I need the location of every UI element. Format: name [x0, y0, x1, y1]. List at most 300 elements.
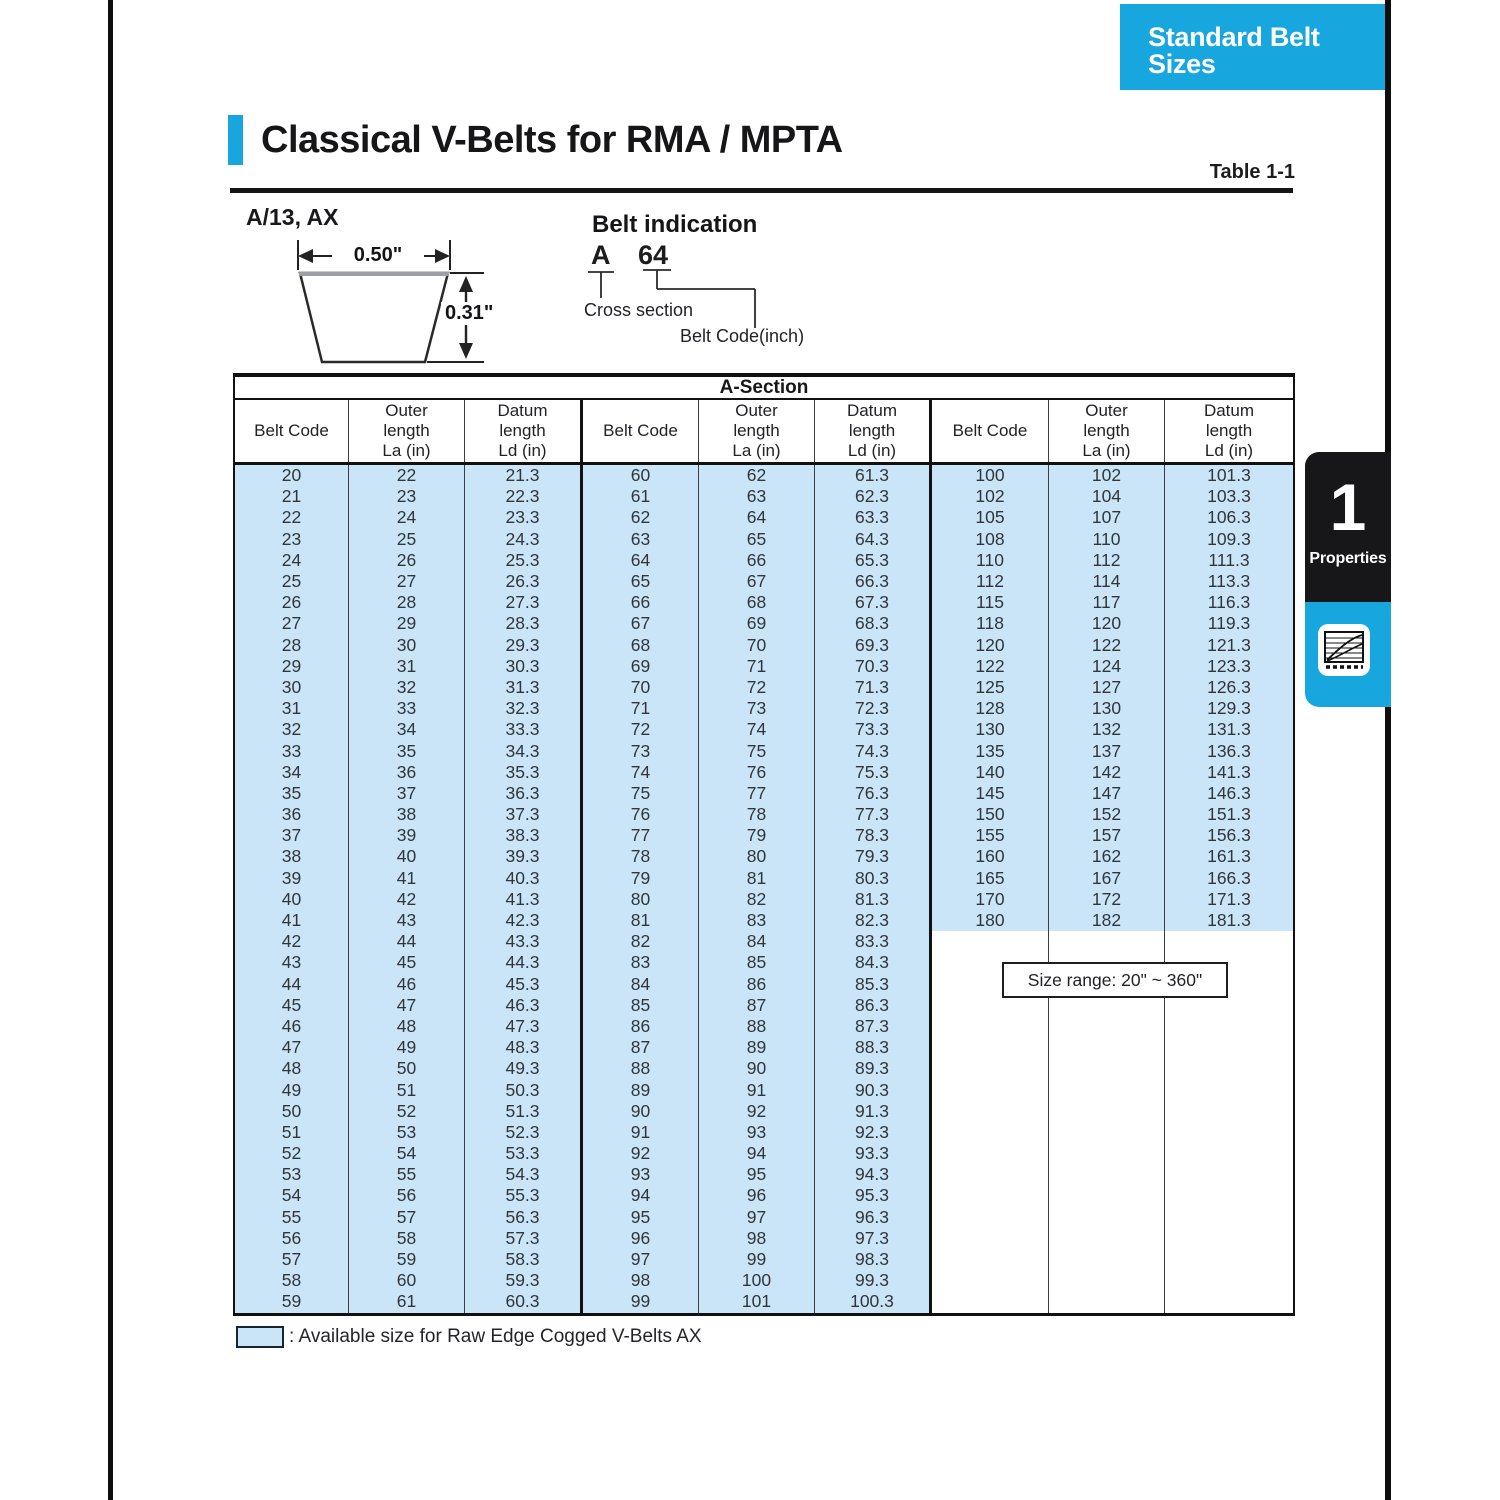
table-cell: 84 — [583, 974, 699, 995]
table-cell — [932, 1058, 1049, 1079]
cross-section-label: Cross section — [584, 300, 694, 320]
table-cell: 40.3 — [465, 868, 583, 889]
table-cell: 64.3 — [815, 529, 932, 550]
table-cell: 26.3 — [465, 571, 583, 592]
table-cell: 27 — [235, 613, 349, 634]
table-cell — [932, 1079, 1049, 1100]
table-cell: 63 — [583, 529, 699, 550]
table-cell: 44 — [349, 931, 465, 952]
table-cell: 100 — [932, 465, 1049, 486]
table-cell: 35.3 — [465, 762, 583, 783]
table-cell: 49 — [235, 1079, 349, 1100]
table-cell: 90 — [583, 1101, 699, 1122]
sidebar-chapter-tab — [1305, 452, 1391, 602]
table-cell: 83.3 — [815, 931, 932, 952]
table-cell: 31 — [349, 656, 465, 677]
table-cell: 32 — [235, 719, 349, 740]
table-cell: 71.3 — [815, 677, 932, 698]
table-cell — [1049, 1143, 1165, 1164]
title-underline — [230, 188, 1293, 193]
table-cell: 81 — [583, 910, 699, 931]
table-cell: 77 — [583, 825, 699, 846]
table-cell: 69 — [583, 656, 699, 677]
title-accent-bar — [228, 115, 243, 165]
table-cell: 130 — [1049, 698, 1165, 719]
table-cell: 62 — [699, 465, 815, 486]
table-cell — [1049, 1207, 1165, 1228]
table-cell: 42 — [235, 931, 349, 952]
table-cell: 37.3 — [465, 804, 583, 825]
table-cell: 24.3 — [465, 529, 583, 550]
table-cell: 102 — [932, 486, 1049, 507]
table-cell: 76 — [699, 762, 815, 783]
table-cell — [1165, 1270, 1293, 1291]
table-cell: 57 — [235, 1249, 349, 1270]
table-cell: 36 — [235, 804, 349, 825]
table-cell: 73 — [699, 698, 815, 719]
table-cell — [1165, 1207, 1293, 1228]
table-cell: 64 — [699, 507, 815, 528]
table-cell: 26 — [235, 592, 349, 613]
table-cell — [1049, 931, 1165, 952]
table-cell: 30 — [235, 677, 349, 698]
table-cell — [1165, 1037, 1293, 1058]
table-cell: 38 — [235, 846, 349, 867]
table-cell: 129.3 — [1165, 698, 1293, 719]
chapter-label: Properties — [1309, 550, 1387, 567]
column-header: Belt Code — [235, 400, 349, 462]
table-cell: 51 — [349, 1079, 465, 1100]
table-cell — [1165, 1185, 1293, 1206]
table-cell: 52 — [235, 1143, 349, 1164]
table-cell: 94 — [583, 1185, 699, 1206]
table-cell: 50 — [349, 1058, 465, 1079]
table-cell: 38.3 — [465, 825, 583, 846]
table-cell — [1165, 1101, 1293, 1122]
table-cell: 37 — [349, 783, 465, 804]
table-cell: 34 — [349, 719, 465, 740]
table-cell: 87.3 — [815, 1016, 932, 1037]
table-cell: 156.3 — [1165, 825, 1293, 846]
table-cell: 82 — [583, 931, 699, 952]
table-cell: 41 — [349, 868, 465, 889]
table-cell: 97.3 — [815, 1228, 932, 1249]
table-cell: 33 — [349, 698, 465, 719]
table-cell: 65.3 — [815, 550, 932, 571]
table-cell: 112 — [1049, 550, 1165, 571]
table-cell: 40 — [349, 846, 465, 867]
table-cell: 42.3 — [465, 910, 583, 931]
table-cell — [932, 1207, 1049, 1228]
table-cell — [1165, 1164, 1293, 1185]
legend-swatch — [236, 1326, 284, 1348]
table-cell: 64 — [583, 550, 699, 571]
table-cell: 74 — [583, 762, 699, 783]
table-cell: 79 — [583, 868, 699, 889]
table-cell: 112 — [932, 571, 1049, 592]
table-cell: 53.3 — [465, 1143, 583, 1164]
table-cell: 84.3 — [815, 952, 932, 973]
table-cell: 45 — [235, 995, 349, 1016]
table-cell: 131.3 — [1165, 719, 1293, 740]
table-cell: 28 — [349, 592, 465, 613]
table-cell: 91.3 — [815, 1101, 932, 1122]
table-cell: 31 — [235, 698, 349, 719]
table-cell: 114 — [1049, 571, 1165, 592]
page-title-row — [228, 115, 843, 165]
table-cell: 83 — [583, 952, 699, 973]
table-cell: 24 — [235, 550, 349, 571]
table-cell: 82.3 — [815, 910, 932, 931]
table-cell: 37 — [235, 825, 349, 846]
table-cell: 40 — [235, 889, 349, 910]
table-cell: 68 — [583, 635, 699, 656]
table-cell: 56 — [235, 1228, 349, 1249]
table-cell: 88 — [699, 1016, 815, 1037]
table-cell: 41 — [235, 910, 349, 931]
table-cell: 90 — [699, 1058, 815, 1079]
table-cell: 25 — [235, 571, 349, 592]
table-cell: 157 — [1049, 825, 1165, 846]
table-cell: 46.3 — [465, 995, 583, 1016]
table-cell: 113.3 — [1165, 571, 1293, 592]
table-cell: 127 — [1049, 677, 1165, 698]
table-cell: 145 — [932, 783, 1049, 804]
table-cell: 43.3 — [465, 931, 583, 952]
table-cell: 47.3 — [465, 1016, 583, 1037]
table-cell: 36.3 — [465, 783, 583, 804]
table-cell: 29 — [349, 613, 465, 634]
table-reference: Table 1-1 — [1209, 161, 1295, 183]
table-cell — [1165, 1122, 1293, 1143]
table-cell: 42 — [349, 889, 465, 910]
table-cell: 87 — [583, 1037, 699, 1058]
table-cell: 80.3 — [815, 868, 932, 889]
table-cell: 36 — [349, 762, 465, 783]
table-cell: 60 — [583, 465, 699, 486]
table-cell — [1049, 1270, 1165, 1291]
table-cell: 23.3 — [465, 507, 583, 528]
table-cell: 67 — [583, 613, 699, 634]
table-cell: 124 — [1049, 656, 1165, 677]
table-cell: 125 — [932, 677, 1049, 698]
legend — [236, 1326, 702, 1348]
table-cell: 99 — [583, 1291, 699, 1312]
table-cell: 65 — [583, 571, 699, 592]
table-cell: 161.3 — [1165, 846, 1293, 867]
table-cell: 93 — [583, 1164, 699, 1185]
table-cell: 46 — [235, 1016, 349, 1037]
width-dimension-label: 0.50" — [332, 244, 424, 267]
table-cell: 104 — [1049, 486, 1165, 507]
table-cell: 88 — [583, 1058, 699, 1079]
table-cell: 95 — [699, 1164, 815, 1185]
belt-code-label: Belt Code(inch) — [680, 326, 805, 346]
table-cell: 92 — [699, 1101, 815, 1122]
table-cell — [1049, 1291, 1165, 1312]
table-cell: 61.3 — [815, 465, 932, 486]
table-cell: 91 — [583, 1122, 699, 1143]
table-cell — [1165, 1228, 1293, 1249]
table-cell: 70.3 — [815, 656, 932, 677]
table-cell: 122 — [932, 656, 1049, 677]
table-cell: 32 — [349, 677, 465, 698]
table-cell: 63 — [699, 486, 815, 507]
table-cell: 65 — [699, 529, 815, 550]
table-cell: 69 — [699, 613, 815, 634]
table-cell: 85.3 — [815, 974, 932, 995]
table-cell: 108 — [932, 529, 1049, 550]
table-cell: 43 — [349, 910, 465, 931]
cross-section-value: A — [591, 240, 611, 270]
table-cell: 172 — [1049, 889, 1165, 910]
table-cell — [932, 931, 1049, 952]
table-cell: 165 — [932, 868, 1049, 889]
table-cell: 92.3 — [815, 1122, 932, 1143]
table-cell: 45.3 — [465, 974, 583, 995]
table-cell: 55 — [349, 1164, 465, 1185]
table-cell: 91 — [699, 1079, 815, 1100]
table-cell: 47 — [349, 995, 465, 1016]
table-cell — [932, 1228, 1049, 1249]
table-cell: 95 — [583, 1207, 699, 1228]
chapter-tab — [1120, 4, 1385, 90]
table-cell: 86 — [583, 1016, 699, 1037]
table-cell: 35 — [235, 783, 349, 804]
table-cell: 70 — [583, 677, 699, 698]
table-cell: 54 — [235, 1185, 349, 1206]
table-cell: 23 — [349, 486, 465, 507]
table-cell: 147 — [1049, 783, 1165, 804]
table-cell: 49.3 — [465, 1058, 583, 1079]
table-cell — [1165, 1249, 1293, 1270]
table-cell: 155 — [932, 825, 1049, 846]
table-cell: 28.3 — [465, 613, 583, 634]
column-header: Datum length Ld (in) — [465, 400, 583, 462]
table-cell: 78 — [583, 846, 699, 867]
table-cell: 170 — [932, 889, 1049, 910]
table-cell: 101.3 — [1165, 465, 1293, 486]
table-cell: 75.3 — [815, 762, 932, 783]
table-cell: 94.3 — [815, 1164, 932, 1185]
table-cell: 136.3 — [1165, 740, 1293, 761]
table-cell: 66.3 — [815, 571, 932, 592]
table-cell — [1049, 1079, 1165, 1100]
table-cell: 130 — [932, 719, 1049, 740]
table-cell: 81.3 — [815, 889, 932, 910]
table-cell: 78 — [699, 804, 815, 825]
table-cell: 26 — [349, 550, 465, 571]
table-cell: 100 — [699, 1270, 815, 1291]
table-cell: 60.3 — [465, 1291, 583, 1312]
table-cell: 100.3 — [815, 1291, 932, 1312]
table-cell: 84 — [699, 931, 815, 952]
table-cell: 93.3 — [815, 1143, 932, 1164]
table-cell: 151.3 — [1165, 804, 1293, 825]
table-cell: 67.3 — [815, 592, 932, 613]
table-cell: 41.3 — [465, 889, 583, 910]
table-cell: 62 — [583, 507, 699, 528]
belt-profile-label: A/13, AX — [246, 204, 339, 230]
table-cell: 181.3 — [1165, 910, 1293, 931]
table-cell: 90.3 — [815, 1079, 932, 1100]
table-cell: 54.3 — [465, 1164, 583, 1185]
sidebar-icon-tab — [1305, 602, 1391, 707]
table-cell: 120 — [1049, 613, 1165, 634]
table-cell: 128 — [932, 698, 1049, 719]
table-cell: 81 — [699, 868, 815, 889]
table-cell — [932, 1037, 1049, 1058]
table-cell: 46 — [349, 974, 465, 995]
table-cell: 94 — [699, 1143, 815, 1164]
table-cell: 34 — [235, 762, 349, 783]
table-cell — [1049, 1101, 1165, 1122]
table-header-row — [235, 400, 1293, 465]
chapter-tab-label: Standard Belt Sizes — [1148, 22, 1320, 79]
table-cell: 117 — [1049, 592, 1165, 613]
table-cell: 126.3 — [1165, 677, 1293, 698]
table-cell: 28 — [235, 635, 349, 656]
table-cell: 180 — [932, 910, 1049, 931]
table-cell: 98 — [583, 1270, 699, 1291]
table-cell: 35 — [349, 740, 465, 761]
column-header: Belt Code — [583, 400, 699, 462]
table-cell — [1049, 1037, 1165, 1058]
table-cell: 162 — [1049, 846, 1165, 867]
table-cell: 85 — [583, 995, 699, 1016]
table-cell: 171.3 — [1165, 889, 1293, 910]
table-cell — [932, 1101, 1049, 1122]
table-cell: 25 — [349, 529, 465, 550]
table-cell — [1165, 1016, 1293, 1037]
table-cell: 141.3 — [1165, 762, 1293, 783]
table-cell — [932, 1249, 1049, 1270]
table-cell: 59 — [235, 1291, 349, 1312]
table-cell: 29.3 — [465, 635, 583, 656]
chapter-number: 1 — [1329, 470, 1367, 544]
table-cell: 107 — [1049, 507, 1165, 528]
table-cell: 98 — [699, 1228, 815, 1249]
table-cell: 97 — [583, 1249, 699, 1270]
table-cell: 31.3 — [465, 677, 583, 698]
table-section-title: A-Section — [235, 377, 1293, 400]
table-cell: 110 — [1049, 529, 1165, 550]
table-cell — [1165, 1079, 1293, 1100]
table-cell: 89.3 — [815, 1058, 932, 1079]
table-cell: 57.3 — [465, 1228, 583, 1249]
table-cell — [932, 1122, 1049, 1143]
table-cell: 87 — [699, 995, 815, 1016]
table-cell: 182 — [1049, 910, 1165, 931]
table-cell: 66 — [583, 592, 699, 613]
table-cell: 73.3 — [815, 719, 932, 740]
table-cell — [1049, 1164, 1165, 1185]
table-cell: 43 — [235, 952, 349, 973]
table-cell: 83 — [699, 910, 815, 931]
table-cell: 44.3 — [465, 952, 583, 973]
table-cell: 80 — [583, 889, 699, 910]
table-cell: 22 — [349, 465, 465, 486]
table-cell: 93 — [699, 1122, 815, 1143]
table-cell — [932, 1185, 1049, 1206]
table-cell: 51 — [235, 1122, 349, 1143]
height-dimension-label: 0.31" — [441, 302, 497, 325]
table-cell: 21.3 — [465, 465, 583, 486]
table-cell: 57 — [349, 1207, 465, 1228]
table-cell: 95.3 — [815, 1185, 932, 1206]
table-cell: 63.3 — [815, 507, 932, 528]
table-cell: 60 — [349, 1270, 465, 1291]
table-cell: 79 — [699, 825, 815, 846]
page-left-rule — [108, 0, 113, 1500]
table-cell: 47 — [235, 1037, 349, 1058]
table-cell: 50 — [235, 1101, 349, 1122]
table-cell: 45 — [349, 952, 465, 973]
table-cell: 70 — [699, 635, 815, 656]
table-cell: 23 — [235, 529, 349, 550]
table-cell — [932, 1291, 1049, 1312]
table-cell: 137 — [1049, 740, 1165, 761]
table-cell: 89 — [699, 1037, 815, 1058]
table-cell: 58 — [235, 1270, 349, 1291]
belt-indication-title: Belt indication — [592, 211, 758, 238]
table-cell: 86.3 — [815, 995, 932, 1016]
table-cell: 61 — [583, 486, 699, 507]
table-cell — [1165, 1291, 1293, 1312]
properties-chart-icon — [1318, 624, 1370, 676]
table-cell: 30.3 — [465, 656, 583, 677]
table-cell: 52 — [349, 1101, 465, 1122]
table-cell — [1049, 1122, 1165, 1143]
table-cell: 80 — [699, 846, 815, 867]
table-cell: 74 — [699, 719, 815, 740]
column-header: Outer length La (in) — [349, 400, 465, 462]
table-cell: 167 — [1049, 868, 1165, 889]
table-cell: 88.3 — [815, 1037, 932, 1058]
table-cell: 132 — [1049, 719, 1165, 740]
table-cell: 75 — [699, 740, 815, 761]
table-cell: 150 — [932, 804, 1049, 825]
table-cell: 39 — [235, 868, 349, 889]
table-cell — [1049, 1058, 1165, 1079]
table-cell: 59.3 — [465, 1270, 583, 1291]
table-cell: 111.3 — [1165, 550, 1293, 571]
table-cell: 101 — [699, 1291, 815, 1312]
table-cell — [932, 1164, 1049, 1185]
table-cell: 39 — [349, 825, 465, 846]
table-cell — [1165, 1143, 1293, 1164]
table-cell: 106.3 — [1165, 507, 1293, 528]
table-cell: 122 — [1049, 635, 1165, 656]
table-cell: 49 — [349, 1037, 465, 1058]
table-cell: 22 — [235, 507, 349, 528]
table-cell: 152 — [1049, 804, 1165, 825]
table-cell: 71 — [699, 656, 815, 677]
table-cell — [932, 1016, 1049, 1037]
table-cell — [1049, 1249, 1165, 1270]
table-cell: 27 — [349, 571, 465, 592]
table-cell: 55 — [235, 1207, 349, 1228]
table-cell: 86 — [699, 974, 815, 995]
table-cell: 53 — [235, 1164, 349, 1185]
table-cell: 66 — [699, 550, 815, 571]
legend-text: : Available size for Raw Edge Cogged V-Belts AX — [289, 1326, 702, 1347]
table-cell: 48 — [349, 1016, 465, 1037]
column-header: Datum length Ld (in) — [815, 400, 932, 462]
table-body — [235, 465, 1293, 1313]
table-cell: 67 — [699, 571, 815, 592]
table-cell: 98.3 — [815, 1249, 932, 1270]
